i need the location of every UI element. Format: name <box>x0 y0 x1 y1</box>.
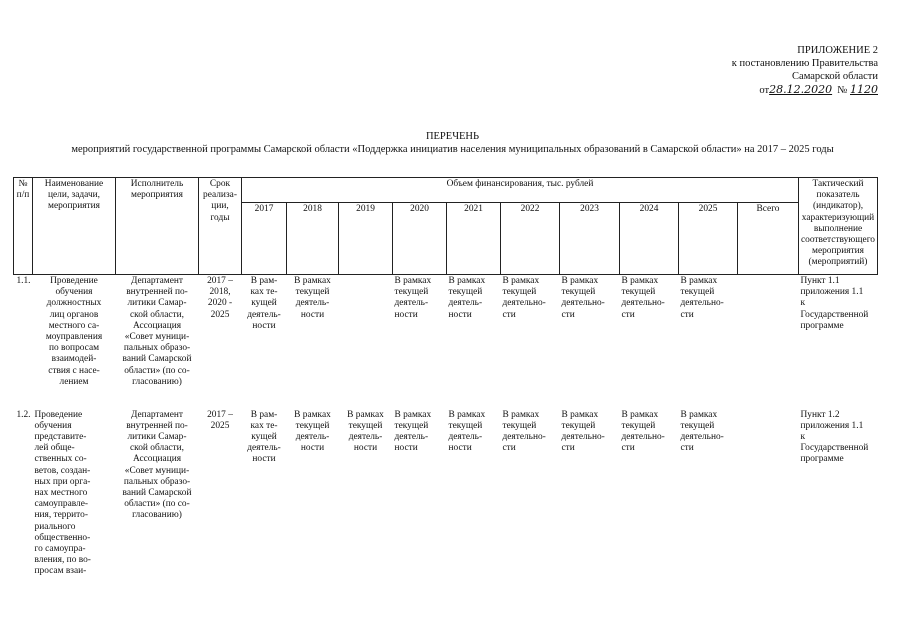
row-value: В рамках текущей деятель- ности <box>394 409 432 454</box>
row-name: Проведение обучения должностных лиц органов местного са- моуправления по вопросам взаимодей- ствия с насе- лением <box>33 275 116 409</box>
header-year: 2021 <box>447 203 501 275</box>
row-indicator: Пункт 1.2 приложения 1.1 к Государственной программе <box>800 409 869 465</box>
header-executor: Исполнитель мероприятия <box>116 178 199 275</box>
header-term: Срок реализа- ции, годы <box>199 178 242 275</box>
row-value: В рамках текущей деятель- ности <box>347 409 384 454</box>
row-value: В рам- ках те- кущей деятель- ности <box>242 275 287 409</box>
appendix-line: к постановлению Правительства <box>731 58 878 69</box>
header-year: 2024 <box>620 203 679 275</box>
row-executor: Департамент внутренней по- литики Самар- ской области, Ассоциация «Совет муници- пальных образо- ваний Самарской области» (по со- гласованию) <box>122 409 192 521</box>
header-year: 2017 <box>242 203 287 275</box>
row-value: В рамках текущей деятельно- сти <box>680 409 724 454</box>
row-value: В рамках текущей деятельно- сти <box>679 275 738 409</box>
header-year: 2020 <box>393 203 447 275</box>
header-year: 2022 <box>501 203 560 275</box>
title-subheading: мероприятий государственной программы Самарской области «Поддержка инициатив населения муниципальных образований в Самарской области» на 2017 – 2025 годы <box>71 144 834 155</box>
row-value: В рамках текущей деятельно- сти <box>501 275 560 409</box>
row-num: 1.1. <box>14 275 33 409</box>
header-year: 2018 <box>287 203 339 275</box>
header-funding: Объем финансирования, тыс. рублей <box>242 178 799 203</box>
row-value: В рам- ках те- кущей деятель- ности <box>247 409 281 465</box>
row-value: В рамках текущей деятель- ности <box>287 275 339 409</box>
appendix-date-line <box>638 83 878 97</box>
row-value: В рамках текущей деятель- ности <box>393 275 447 409</box>
row-value: В рамках текущей деятельно- сти <box>560 275 620 409</box>
header-year: 2019 <box>339 203 393 275</box>
row-indicator: Пункт 1.1 приложения 1.1 к Государственной программе <box>799 275 878 409</box>
row-total <box>738 409 799 589</box>
row-name: Проведение обучения представите- лей обще- ственных со- ветов, создан- ных при орга- нах местного самоуправле- ния, террито- риального общественно- го самоупра- вления, по во- просам взаи- <box>34 409 91 577</box>
header-total: Всего <box>738 203 799 275</box>
table-row <box>14 409 878 589</box>
row-value: В рамках текущей деятельно- сти <box>561 409 605 454</box>
header-name: Наименование цели, задачи, мероприятия <box>33 178 116 275</box>
handwritten-number: 1120 <box>850 83 878 96</box>
row-value: В рамках текущей деятельно- сти <box>620 275 679 409</box>
header-num: № п/п <box>14 178 33 275</box>
date-prefix: от <box>759 85 770 96</box>
measures-table <box>13 177 878 589</box>
row-value: В рамках текущей деятель- ности <box>448 409 486 454</box>
row-value: В рамках текущей деятельно- сти <box>621 409 665 454</box>
row-value <box>339 275 393 409</box>
row-term: 2017 – 2018, 2020 - 2025 <box>199 275 242 409</box>
row-executor: Департамент внутренней по- литики Самар- ской области, Ассоциация «Совет муници- пальных образо- ваний Самарской области» (по со- гласованию) <box>116 275 199 409</box>
row-value: В рамках текущей деятельно- сти <box>502 409 546 454</box>
row-total <box>738 275 799 409</box>
row-value: В рамках текущей деятель- ности <box>447 275 501 409</box>
row-term: 2017 – 2025 <box>207 409 233 431</box>
header-year: 2023 <box>560 203 620 275</box>
row-num: 1.2. <box>16 409 31 420</box>
appendix-title: ПРИЛОЖЕНИЕ 2 <box>797 45 878 56</box>
appendix-line: Самарской области <box>792 71 878 82</box>
table-row <box>14 275 878 409</box>
header-year: 2025 <box>679 203 738 275</box>
title-heading: ПЕРЕЧЕНЬ <box>425 131 480 142</box>
document-title <box>0 130 905 156</box>
row-value: В рамках текущей деятель- ности <box>294 409 331 454</box>
number-prefix: № <box>837 85 848 96</box>
handwritten-date: 28.12.2020 <box>769 83 833 96</box>
appendix-block <box>638 44 878 97</box>
header-indicator: Тактический показатель (индикатор), характеризующий выполнение соответствующего мероприятия (мероприятий) <box>799 178 878 275</box>
